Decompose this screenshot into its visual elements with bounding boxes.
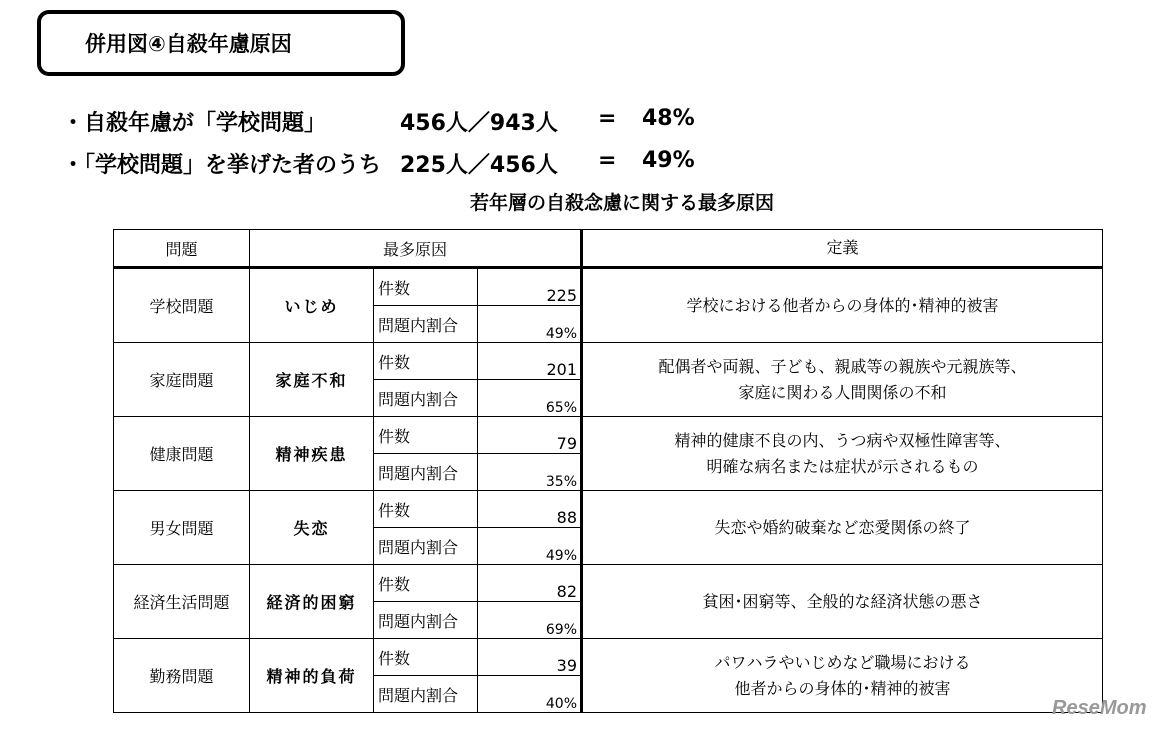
count-value: 39 [478,639,582,676]
definition-cell [582,343,1103,417]
ratio-label: 問題内割合 [374,454,478,491]
definition-line-1: 貧困･困窮等、全般的な経済状態の悪さ [702,591,983,611]
stat-1-equals: = [598,106,617,131]
definition-line-2: 家庭に関わる人間関係の不和 [738,382,947,402]
ratio-value: 49% [478,306,582,343]
count-label: 件数 [374,565,478,602]
ratio-label: 問題内割合 [374,676,478,713]
ratio-label: 問題内割合 [374,528,478,565]
ratio-label: 問題内割合 [374,380,478,417]
table-row [114,639,1103,676]
definition-cell [582,491,1103,565]
count-value: 79 [478,417,582,454]
definition-line-2: 他者からの身体的･精神的被害 [734,678,951,698]
table-title: 若年層の自殺念慮に関する最多原因 [469,192,774,214]
definition-cell [582,417,1103,491]
ratio-value: 65% [478,380,582,417]
table-row [114,417,1103,454]
stat-1-label: ・自殺年慮が「学校問題」 [62,111,327,136]
header-definition: 定義 [582,230,1103,268]
definition-line-2: 明確な病名または症状が示されるもの [706,456,979,476]
header-problem: 問題 [114,230,250,268]
count-value: 225 [478,268,582,306]
count-label: 件数 [374,417,478,454]
definition-cell [582,268,1103,343]
stat-2-percent: 49% [642,148,695,173]
stat-1-percent: 48% [642,106,695,131]
definition-line-1: 学校における他者からの身体的･精神的被害 [686,295,999,315]
problem-cell: 男女問題 [114,491,250,565]
stat-1-ratio: 456人／943人 [400,111,558,136]
definition-line-1: 失恋や婚約破棄など恋愛関係の終了 [714,517,971,537]
count-value: 201 [478,343,582,380]
cause-cell: いじめ [250,268,374,343]
problem-cell: 勤務問題 [114,639,250,713]
cause-cell: 精神疾患 [250,417,374,491]
cause-table [113,229,1103,713]
ratio-value: 49% [478,528,582,565]
cause-cell: 失恋 [250,491,374,565]
table-header-row [114,230,1103,268]
stat-2-equals: = [598,148,617,173]
definition-cell [582,639,1103,713]
stat-2-label: ・「学校問題」を挙げた者のうち [62,153,382,178]
definition-cell [582,565,1103,639]
count-value: 82 [478,565,582,602]
problem-cell: 経済生活問題 [114,565,250,639]
ratio-value: 35% [478,454,582,491]
problem-cell: 健康問題 [114,417,250,491]
count-value: 88 [478,491,582,528]
table-row [114,565,1103,602]
definition-line-1: 精神的健康不良の内、うつ病や双極性障害等、 [674,430,1011,450]
problem-cell: 学校問題 [114,268,250,343]
resemom-logo: ReseMom [1052,697,1147,719]
count-label: 件数 [374,639,478,676]
stat-2-ratio: 225人／456人 [400,153,558,178]
figure-title-box [37,10,405,76]
definition-line-1: パワハラやいじめなど職場における [714,652,971,672]
figure-title: 併用図④自殺年慮原因 [85,32,292,56]
cause-cell: 精神的負荷 [250,639,374,713]
header-cause: 最多原因 [250,230,582,268]
cause-cell: 家庭不和 [250,343,374,417]
ratio-value: 69% [478,602,582,639]
ratio-label: 問題内割合 [374,306,478,343]
definition-line-1: 配偶者や両親、子ども、親戚等の親族や元親族等、 [658,356,1027,376]
table-row [114,491,1103,528]
ratio-value: 40% [478,676,582,713]
table-row [114,268,1103,306]
table-row [114,343,1103,380]
count-label: 件数 [374,491,478,528]
problem-cell: 家庭問題 [114,343,250,417]
count-label: 件数 [374,268,478,306]
ratio-label: 問題内割合 [374,602,478,639]
count-label: 件数 [374,343,478,380]
cause-cell: 経済的困窮 [250,565,374,639]
